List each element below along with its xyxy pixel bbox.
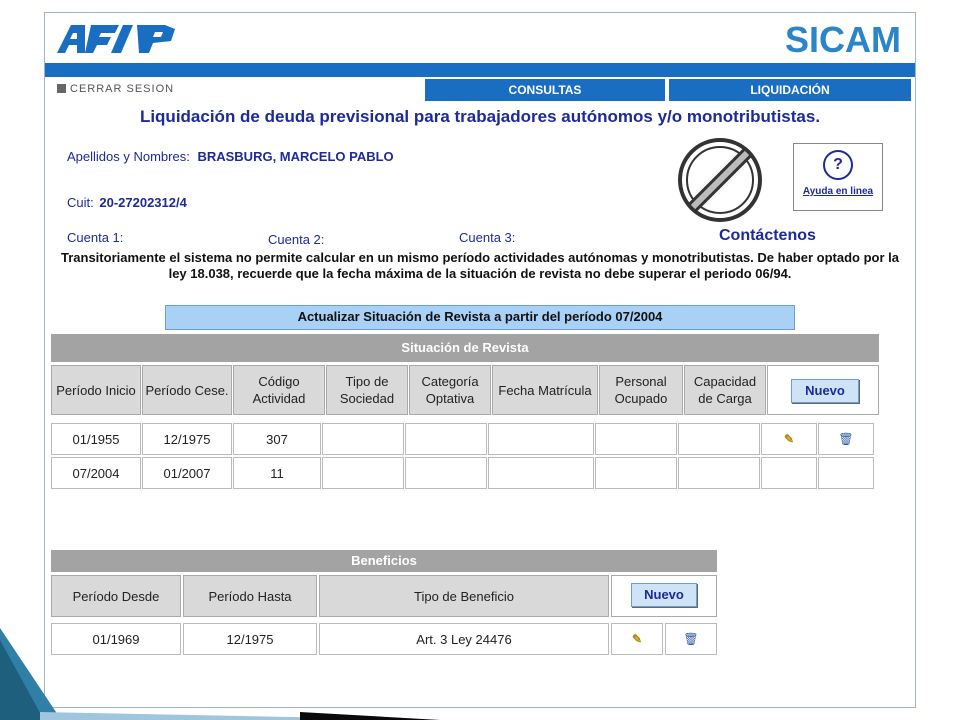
revista-cell: 01/1955 (51, 423, 141, 455)
cuenta2-label: Cuenta 2: (268, 232, 325, 247)
beneficios-header-tipo: Tipo de Beneficio (319, 575, 609, 617)
revista-cell: 01/2007 (142, 457, 232, 489)
edit-icon[interactable]: ✎ (783, 432, 795, 446)
revista-cell: 07/2004 (51, 457, 141, 489)
revista-header-capacidad: Capacidad de Carga (684, 365, 766, 415)
nav-bar (45, 79, 915, 101)
logout-icon (57, 84, 66, 93)
revista-cell (678, 457, 760, 489)
revista-cell (595, 457, 677, 489)
revista-header-categoria: Categoría Optativa (409, 365, 491, 415)
contact-link[interactable]: Contáctenos (719, 227, 816, 244)
beneficios-cell: 01/1969 (51, 623, 181, 655)
revista-cell (405, 423, 487, 455)
beneficios-header-hasta: Período Hasta (183, 575, 317, 617)
beneficios-cell: 12/1975 (183, 623, 317, 655)
beneficios-delete-cell (665, 623, 717, 655)
slide-decoration (0, 600, 440, 720)
revista-header-inicio: Período Inicio (51, 365, 141, 415)
header-bar (45, 63, 915, 77)
revista-edit-cell (761, 423, 817, 455)
revista-header-fecha: Fecha Matrícula (492, 365, 598, 415)
page-title: Liquidación de deuda previsional para trabajadores autónomos y/o monotributistas. (139, 107, 821, 126)
revista-header-cese: Período Cese. (142, 365, 232, 415)
revista-cell (488, 423, 594, 455)
help-button[interactable] (793, 143, 883, 211)
revista-cell: 307 (233, 423, 321, 455)
beneficios-section-title: Beneficios (51, 550, 717, 572)
revista-header-codigo: Código Actividad (233, 365, 325, 415)
edit-icon[interactable]: ✎ (631, 632, 643, 646)
revista-cell (595, 423, 677, 455)
revista-cell: 11 (233, 457, 321, 489)
revista-cell (322, 457, 404, 489)
name-row (67, 149, 394, 164)
revista-cell (488, 457, 594, 489)
revista-empty-cell (761, 457, 817, 489)
revista-empty-cell (818, 457, 874, 489)
help-label: Ayuda en linea (802, 186, 874, 197)
help-icon: ? (823, 150, 853, 180)
revista-section-title: Situación de Revista (51, 334, 879, 362)
revista-header-sociedad: Tipo de Sociedad (326, 365, 408, 415)
revista-cell (678, 423, 760, 455)
cuenta1-label: Cuenta 1: (67, 230, 124, 245)
update-status-button[interactable]: Actualizar Situación de Revista a partir del período 07/2004 (165, 305, 795, 330)
cuenta3-label: Cuenta 3: (459, 230, 516, 245)
revista-new-button[interactable]: Nuevo (791, 379, 859, 403)
delete-icon[interactable]: 🗑 (683, 632, 699, 646)
cuit-label: Cuit: (67, 195, 94, 210)
revista-delete-cell (818, 423, 874, 455)
revista-cell (322, 423, 404, 455)
delete-icon[interactable]: 🗑 (838, 432, 854, 446)
cuit-row (67, 195, 187, 210)
tab-consultas[interactable]: CONSULTAS (425, 79, 665, 101)
revista-cell: 12/1975 (142, 423, 232, 455)
cuit-value: 20-27202312/4 (99, 195, 187, 210)
beneficios-new-button[interactable]: Nuevo (631, 583, 697, 607)
revista-cell (405, 457, 487, 489)
beneficios-header-desde: Período Desde (51, 575, 181, 617)
afip-logo (57, 21, 189, 55)
logout-link[interactable] (57, 83, 174, 95)
beneficios-cell: Art. 3 Ley 24476 (319, 623, 609, 655)
app-name: SICAM (785, 19, 901, 60)
logout-label: CERRAR SESION (70, 83, 175, 95)
name-value: BRASBURG, MARCELO PABLO (197, 149, 394, 164)
notice-text: Transitoriamente el sistema no permite calcular en un mismo período actividades autónomas y monotributistas. De haber optado por la ley 18.038, recuerde que la fecha máxima de la situación de revista no debe superar el periodo 06/94. (61, 250, 899, 281)
name-label: Apellidos y Nombres: (67, 149, 190, 164)
beneficios-edit-cell (611, 623, 663, 655)
tab-liquidacion[interactable]: LIQUIDACIÓN (669, 79, 911, 101)
secure-site-seal (675, 135, 765, 225)
revista-header-personal: Personal Ocupado (599, 365, 683, 415)
